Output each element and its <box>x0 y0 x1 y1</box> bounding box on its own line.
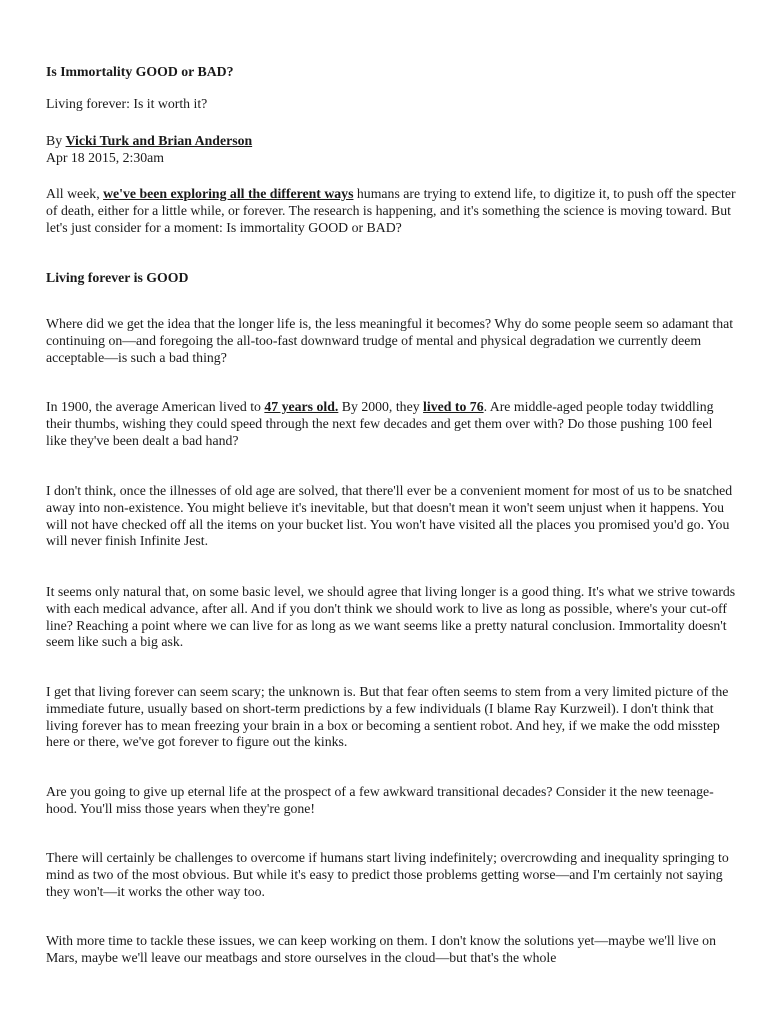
p2-middle: By 2000, they <box>338 399 424 414</box>
intro-before: All week, <box>46 186 104 201</box>
byline <box>46 133 736 150</box>
p2-after: . Are middle-aged people today twiddling their thumbs, wishing they could speed through the next few decades and get them over with? Do those pushing 100 feel like they've been dealt a bad hand? <box>46 399 714 448</box>
paragraph-1: Where did we get the idea that the longer life is, the less meaningful it becomes? Why do some people seem so adamant that continuing on—and foregoing the all-too-fast downward trudge of mental and physical degradation we currently deem acceptable—is such a bad thing? <box>46 316 734 365</box>
intro-after: humans are trying to extend life, to digitize it, to push off the specter of death, either for a little while, or forever. The research is happening, and it's something the science is moving toward. But let's just consider for a moment: Is immortality GOOD or BAD? <box>46 186 736 235</box>
paragraph-7: There will certainly be challenges to overcome if humans start living indefinitely; overcrowding and inequality springing to mind as two of the most obvious. But while it's easy to predict those problems getting worse—and I'm certainly not saying they won't—it works the other way too. <box>46 850 729 899</box>
paragraph-6: Are you going to give up eternal life at the prospect of a few awkward transitional decades? Consider it the new teenage-hood. You'll miss those years when they're gone! <box>46 784 714 816</box>
intro-paragraph <box>46 186 736 236</box>
paragraph-5: I get that living forever can seem scary; the unknown is. But that fear often seems to stem from a very limited picture of the immediate future, usually based on short-term predictions by a few individuals (I blame Ray Kurzweil). I don't think that living forever has to mean freezing your brain in a box or becoming a sentient robot. And hey, if we make the odd misstep here or there, we've got forever to figure out the kinks. <box>46 684 729 750</box>
paragraph-8: With more time to tackle these issues, we can keep working on them. I don't know the solutions yet—maybe we'll live on Mars, maybe we'll leave our meatbags and store ourselves in the cloud—but that's the whole <box>46 933 716 965</box>
47-years-link[interactable]: 47 years old. <box>264 399 339 414</box>
author-link[interactable]: Vicki Turk and Brian Anderson <box>65 133 253 148</box>
section-heading: Living forever is GOOD <box>46 270 189 285</box>
paragraph-3: I don't think, once the illnesses of old age are solved, that there'll ever be a convenient moment for most of us to be snatched away into non-existence. You might believe it's inevitable, but that doesn't mean it won't seem unjust when it happens. You will not have checked off all the items on your bucket list. You won't have visited all the places you promised you'd go. You will never finish Infinite Jest. <box>46 483 733 549</box>
byline-prefix: By <box>46 133 66 148</box>
article-subtitle: Living forever: Is it worth it? <box>46 96 208 111</box>
paragraph-4: It seems only natural that, on some basic level, we should agree that living longer is a good thing. It's what we strive towards with each medical advance, after all. And if you don't think we should work to live as long as possible, where's your cut-off line? Reaching a point where we can live for as long as we want seems like a pretty natural conclusion. Immortality doesn't seem like such a big ask. <box>46 584 736 650</box>
lived-to-76-link[interactable]: lived to 76 <box>423 399 484 414</box>
p2-before: In 1900, the average American lived to <box>46 399 265 414</box>
exploring-link[interactable]: we've been exploring all the different ways <box>103 186 354 201</box>
paragraph-2 <box>46 399 736 449</box>
article-date: Apr 18 2015, 2:30am <box>46 150 165 165</box>
article-title: Is Immortality GOOD or BAD? <box>46 64 234 79</box>
